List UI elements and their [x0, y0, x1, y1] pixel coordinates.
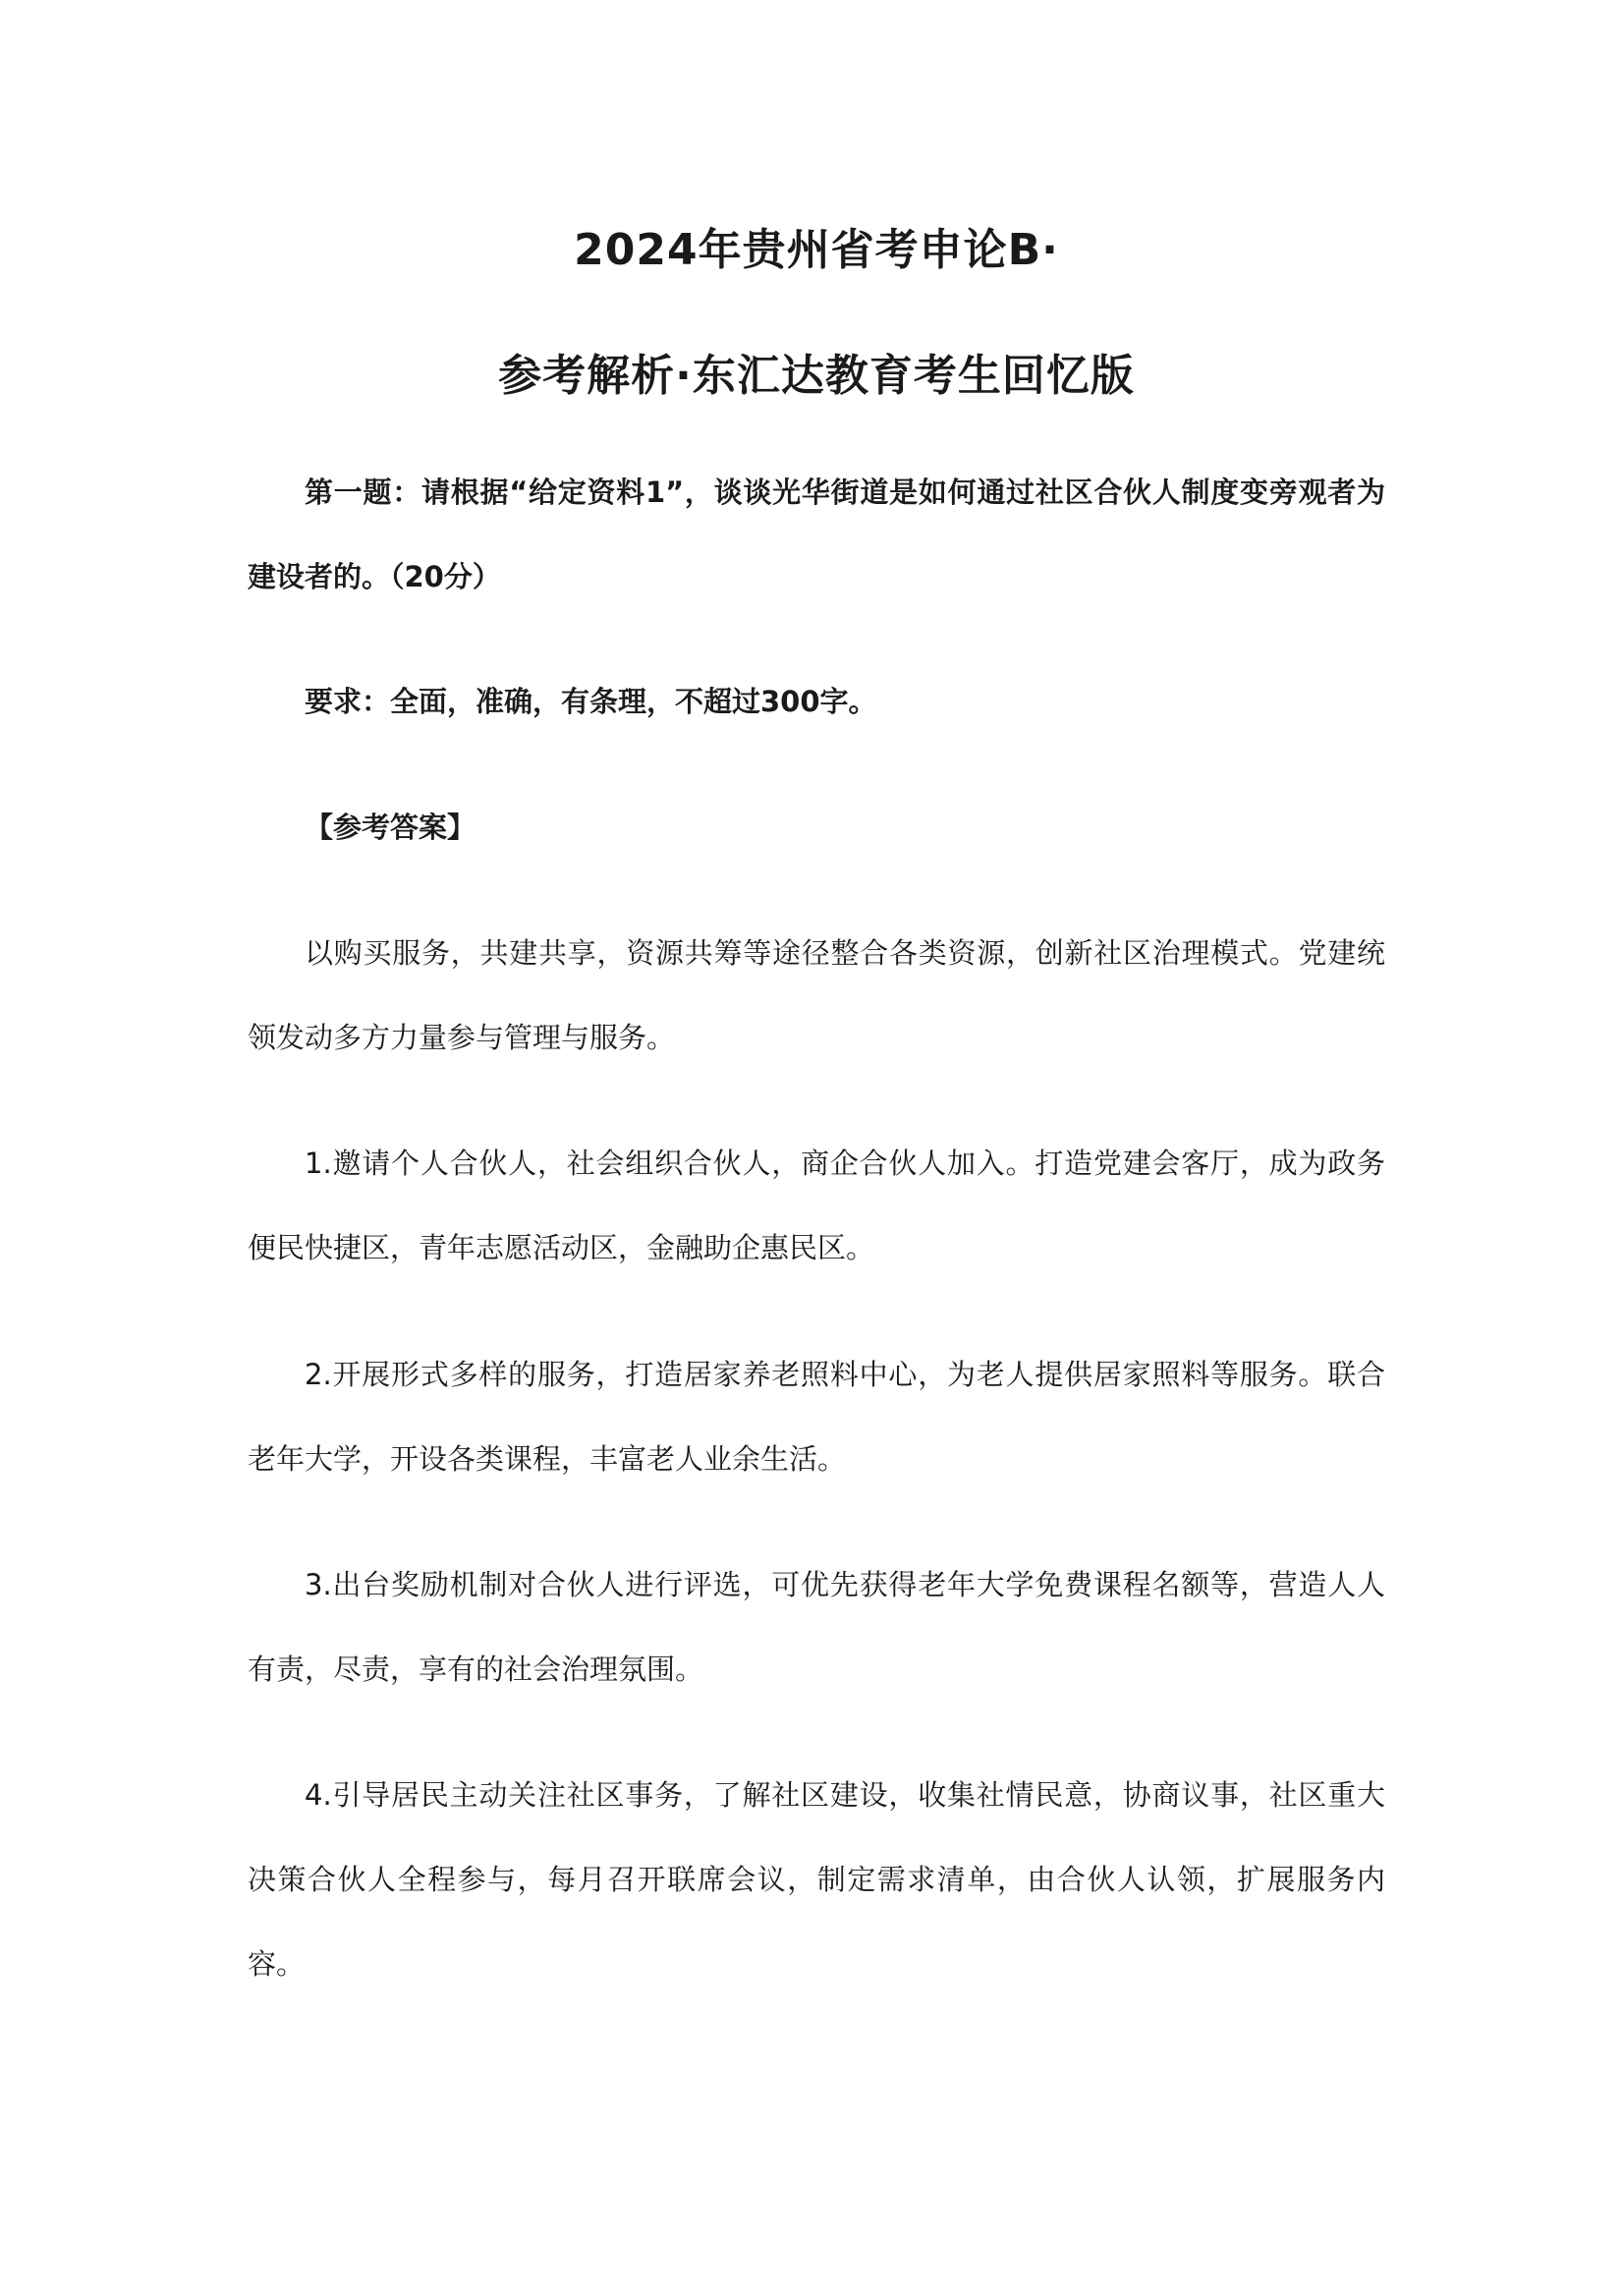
answer-heading: 【参考答案】: [305, 811, 476, 844]
requirement-text: 要求：全面，准确，有条理，不超过300字。: [305, 685, 877, 718]
document-title-line-1: 2024年贵州省考申论B·: [574, 225, 1059, 275]
answer-paragraph-intro: 以购买服务，共建共享，资源共筹等途径整合各类资源，创新社区治理模式。党建统领发动多方力量参与管理与服务。: [248, 936, 1385, 1054]
answer-paragraph-3: 3.出台奖励机制对合伙人进行评选，可优先获得老年大学免费课程名额等，营造人人有责，尽责，享有的社会治理氛围。: [248, 1568, 1385, 1686]
answer-paragraph-4: 4.引导居民主动关注社区事务，了解社区建设，收集社情民意，协商议事，社区重大决策合伙人全程参与，每月召开联席会议，制定需求清单，由合伙人认领，扩展服务内容。: [248, 1778, 1385, 1981]
question-text: 第一题：请根据“给定资料1”，谈谈光华街道是如何通过社区合伙人制度变旁观者为建设者的。（20分）: [248, 476, 1385, 593]
answer-paragraph-1: 1.邀请个人合伙人，社会组织合伙人，商企合伙人加入。打造党建会客厅，成为政务便民快捷区，青年志愿活动区，金融助企惠民区。: [248, 1147, 1385, 1264]
document-title-line-2: 参考解析·东汇达教育考生回忆版: [498, 351, 1135, 401]
answer-paragraph-2: 2.开展形式多样的服务，打造居家养老照料中心，为老人提供居家照料等服务。联合老年大学，开设各类课程，丰富老人业余生活。: [248, 1358, 1385, 1476]
